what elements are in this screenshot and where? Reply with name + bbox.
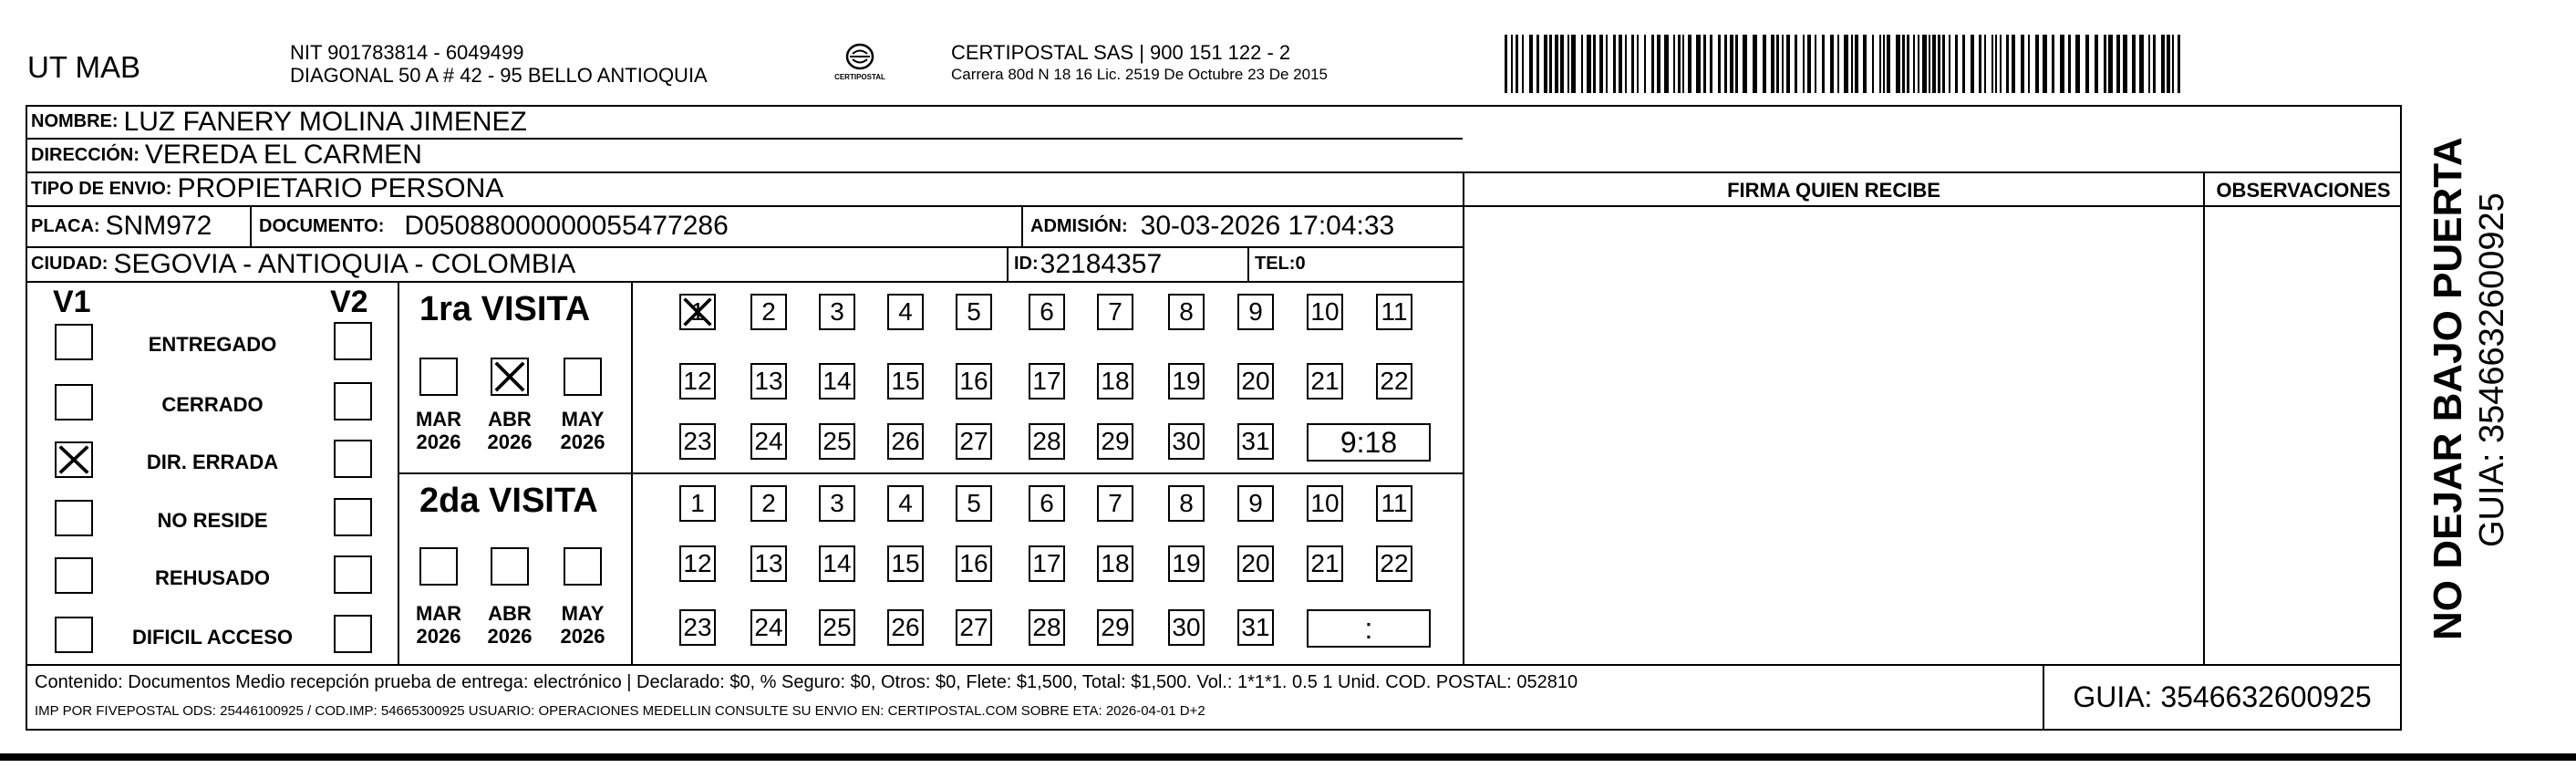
visit2-day-21[interactable]: 21 <box>1307 545 1343 582</box>
visit2-day-10[interactable]: 10 <box>1307 485 1343 522</box>
visit2-day-30[interactable]: 30 <box>1168 609 1205 646</box>
contents-line: Contenido: Documentos Medio recepción prueba de entrega: electrónico | Declarado: $0, % Seguro: $0, Otros: $0, Flete: $1,500, Total: $1,500. Vol.: 1*1*1. 0.5 1 Unid. COD. POSTAL: 052810 <box>35 672 1578 692</box>
divider <box>26 205 2402 207</box>
visit2-day-31[interactable]: 31 <box>1237 609 1274 646</box>
visit2-day-1[interactable]: 1 <box>679 485 716 522</box>
city-label: CIUDAD: <box>31 254 109 274</box>
no-dejar-warning: NO DEJAR BAJO PUERTA <box>2426 137 2470 640</box>
visit2-month-label-may: MAY 2026 <box>560 602 605 648</box>
v2-checkbox-dir-errada[interactable] <box>334 440 372 478</box>
logo-text: CERTIPOSTAL <box>834 73 885 81</box>
visit1-day-17[interactable]: 17 <box>1029 363 1065 400</box>
visit1-month-checkbox-may[interactable] <box>564 358 602 396</box>
bottom-rule <box>0 753 2576 761</box>
visit1-day-9[interactable]: 9 <box>1237 294 1274 330</box>
id-value: 32184357 <box>1040 248 1163 279</box>
barcode <box>1505 35 2184 93</box>
visit1-day-20[interactable]: 20 <box>1237 363 1274 400</box>
visit1-day-15[interactable]: 15 <box>887 363 924 400</box>
visit1-month-label-abr: ABR 2026 <box>487 408 533 453</box>
visit1-day-13[interactable]: 13 <box>750 363 787 400</box>
visit1-day-2[interactable]: 2 <box>750 294 787 330</box>
visit2-day-2[interactable]: 2 <box>750 485 787 522</box>
v1-checkbox-entregado[interactable] <box>55 324 93 360</box>
divider <box>250 205 252 246</box>
visit1-month-label-may: MAY 2026 <box>560 408 605 453</box>
visit1-day-14[interactable]: 14 <box>819 363 855 400</box>
visit1-day-3[interactable]: 3 <box>819 294 855 330</box>
visit1-month-checkbox-mar[interactable] <box>419 358 458 396</box>
visit2-day-29[interactable]: 29 <box>1097 609 1133 646</box>
name-label: NOMBRE: <box>31 111 119 131</box>
visit1-day-30[interactable]: 30 <box>1168 423 1205 460</box>
document-value: D05088000000055477286 <box>404 211 729 241</box>
visit2-day-5[interactable]: 5 <box>956 485 992 522</box>
shipment-type: PROPIETARIO PERSONA <box>177 173 504 203</box>
visit2-day-14[interactable]: 14 <box>819 545 855 582</box>
v1-checkbox-no-reside[interactable] <box>55 500 93 536</box>
visit2-day-17[interactable]: 17 <box>1029 545 1065 582</box>
visit2-day-16[interactable]: 16 <box>956 545 992 582</box>
v1-label: V1 <box>53 285 91 319</box>
visit1-day-21[interactable]: 21 <box>1307 363 1343 400</box>
visit2-time-box[interactable]: : <box>1307 609 1431 648</box>
visit1-month-label-mar: MAR 2026 <box>415 408 462 453</box>
divider <box>26 281 1463 283</box>
divider <box>398 472 1463 474</box>
v1-checkbox-dificil-acceso[interactable] <box>55 617 93 653</box>
visit1-day-22[interactable]: 22 <box>1376 363 1412 400</box>
company-nit: NIT 901783814 - 6049499 <box>290 41 524 64</box>
certipostal-logo <box>832 38 888 91</box>
admission-value: 30-03-2026 17:04:33 <box>1140 211 1395 241</box>
visit1-day-28[interactable]: 28 <box>1029 423 1065 460</box>
status-label-cerrado: CERRADO <box>161 393 264 416</box>
status-label-entregado: ENTREGADO <box>148 333 277 356</box>
visit2-day-12[interactable]: 12 <box>679 545 716 582</box>
name-row <box>31 106 527 138</box>
tel-label: TEL: <box>1255 254 1296 274</box>
visit1-day-27[interactable]: 27 <box>956 423 992 460</box>
status-label-dificil-acceso: DIFICIL ACCESO <box>131 626 293 649</box>
visit2-day-9[interactable]: 9 <box>1237 485 1274 522</box>
admission-row <box>1030 208 1394 244</box>
visit1-day-12[interactable]: 12 <box>679 363 716 400</box>
visit1-day-25[interactable]: 25 <box>819 423 855 460</box>
shipment-type-label: TIPO DE ENVIO: <box>31 178 172 199</box>
visit1-day-5[interactable]: 5 <box>956 294 992 330</box>
visit2-month-checkbox-abr[interactable] <box>491 547 529 586</box>
document-label: DOCUMENTO: <box>259 215 385 236</box>
divider <box>2203 171 2205 664</box>
id-label: ID: <box>1014 254 1039 274</box>
visit1-day-16[interactable]: 16 <box>956 363 992 400</box>
carrier-name: CERTIPOSTAL SAS | 900 151 122 - 2 <box>951 41 1291 64</box>
side-guia: GUIA: 3546632600925 <box>2473 192 2511 547</box>
divider <box>26 664 2402 666</box>
visit2-day-11[interactable]: 11 <box>1376 485 1412 522</box>
visit2-day-28[interactable]: 28 <box>1029 609 1065 646</box>
visit2-day-8[interactable]: 8 <box>1168 485 1205 522</box>
document-row <box>259 208 729 244</box>
status-label-no-reside: NO RESIDE <box>157 509 268 532</box>
shipment-type-row <box>31 172 503 205</box>
visit1-day-26[interactable]: 26 <box>887 423 924 460</box>
visit2-month-checkbox-may[interactable] <box>564 547 602 586</box>
v1-checkbox-dir-errada[interactable] <box>55 441 93 478</box>
visit2-day-19[interactable]: 19 <box>1168 545 1205 582</box>
visit1-day-1[interactable]: 1 <box>679 294 716 330</box>
status-label-dir-errada: DIR. ERRADA <box>146 451 279 473</box>
city-value: SEGOVIA - ANTIOQUIA - COLOMBIA <box>113 248 576 279</box>
visit2-day-18[interactable]: 18 <box>1097 545 1133 582</box>
observations-header: OBSERVACIONES <box>2216 179 2391 202</box>
visit2-day-22[interactable]: 22 <box>1376 545 1412 582</box>
divider <box>1463 171 1464 664</box>
visit2-day-24[interactable]: 24 <box>750 609 787 646</box>
visit1-day-6[interactable]: 6 <box>1029 294 1065 330</box>
visit2-day-7[interactable]: 7 <box>1097 485 1133 522</box>
visit2-day-23[interactable]: 23 <box>679 609 716 646</box>
visit1-title: 1ra VISITA <box>419 290 591 328</box>
company-address: DIAGONAL 50 A # 42 - 95 BELLO ANTIOQUIA <box>290 64 708 87</box>
v1-checkbox-rehusado[interactable] <box>55 557 93 594</box>
v2-label: V2 <box>330 285 368 319</box>
visit1-day-23[interactable]: 23 <box>679 423 716 460</box>
status-label-rehusado: REHUSADO <box>155 566 270 589</box>
signature-header: FIRMA QUIEN RECIBE <box>1727 179 1940 202</box>
company-name: UT MAB <box>27 50 141 84</box>
id-row <box>1014 247 1162 281</box>
visit1-day-8[interactable]: 8 <box>1168 294 1205 330</box>
plate-value: SNM972 <box>105 211 212 241</box>
visit1-month-checkbox-abr[interactable] <box>491 358 529 396</box>
admission-label: ADMISIÓN: <box>1030 215 1128 236</box>
visit2-day-26[interactable]: 26 <box>887 609 924 646</box>
visit2-day-27[interactable]: 27 <box>956 609 992 646</box>
address-label: DIRECCIÓN: <box>31 144 140 165</box>
recipient-address: VEREDA EL CARMEN <box>144 140 422 170</box>
visit2-day-3[interactable]: 3 <box>819 485 855 522</box>
visit1-day-4[interactable]: 4 <box>887 294 924 330</box>
visit2-day-25[interactable]: 25 <box>819 609 855 646</box>
visit1-day-19[interactable]: 19 <box>1168 363 1205 400</box>
v2-checkbox-rehusado[interactable] <box>334 555 372 594</box>
divider <box>1247 246 1249 281</box>
visit1-day-24[interactable]: 24 <box>750 423 787 460</box>
visit2-day-20[interactable]: 20 <box>1237 545 1274 582</box>
v1-checkbox-cerrado[interactable] <box>55 384 93 420</box>
visit2-month-checkbox-mar[interactable] <box>419 547 458 586</box>
tel-row <box>1255 247 1306 281</box>
footer-guia: GUIA: 3546632600925 <box>2073 680 2372 713</box>
v2-checkbox-entregado[interactable] <box>334 322 372 360</box>
visit1-day-7[interactable]: 7 <box>1097 294 1133 330</box>
v2-checkbox-cerrado[interactable] <box>334 382 372 420</box>
address-row <box>31 139 422 171</box>
visit1-day-18[interactable]: 18 <box>1097 363 1133 400</box>
v2-checkbox-no-reside[interactable] <box>334 498 372 536</box>
visit1-time-box[interactable]: 9:18 <box>1307 423 1431 462</box>
visit2-day-15[interactable]: 15 <box>887 545 924 582</box>
visit2-month-label-abr: ABR 2026 <box>487 602 533 648</box>
visit2-month-label-mar: MAR 2026 <box>415 602 462 648</box>
imp-line: IMP POR FIVEPOSTAL ODS: 25446100925 / COD.IMP: 54665300925 USUARIO: OPERACIONES MEDELLIN CONSULTE SU ENVIO EN: CERTIPOSTAL.COM SOBRE ETA: 2026-04-01 D+2 <box>35 703 1205 719</box>
plate-row <box>31 208 212 244</box>
visit1-day-31[interactable]: 31 <box>1237 423 1274 460</box>
visit2-day-13[interactable]: 13 <box>750 545 787 582</box>
visit2-title: 2da VISITA <box>419 482 598 520</box>
v2-checkbox-dificil-acceso[interactable] <box>334 615 372 653</box>
city-row <box>31 247 575 281</box>
recipient-name: LUZ FANERY MOLINA JIMENEZ <box>123 106 527 137</box>
tel-value: 0 <box>1295 254 1306 274</box>
plate-label: PLACA: <box>31 215 100 236</box>
visit2-day-4[interactable]: 4 <box>887 485 924 522</box>
visit1-day-10[interactable]: 10 <box>1307 294 1343 330</box>
visit1-day-29[interactable]: 29 <box>1097 423 1133 460</box>
divider <box>1021 205 1023 246</box>
carrier-license: Carrera 80d N 18 16 Lic. 2519 De Octubre 23 De 2015 <box>951 66 1328 83</box>
divider <box>1007 246 1009 281</box>
visit1-day-11[interactable]: 11 <box>1376 294 1412 330</box>
visit2-day-6[interactable]: 6 <box>1029 485 1065 522</box>
